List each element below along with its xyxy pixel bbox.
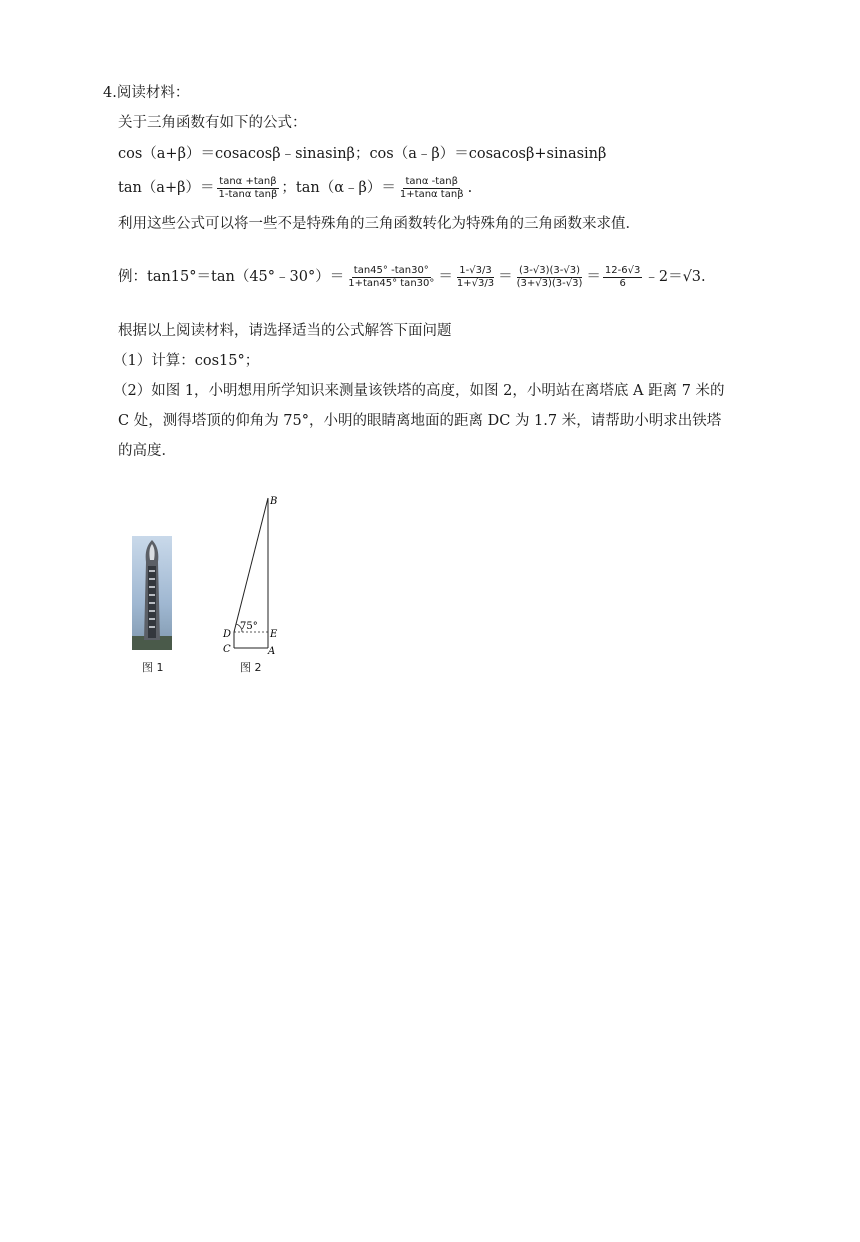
tan-diff-fraction [398, 176, 466, 201]
tan-sum-denominator: 1-tanα tanβ [218, 188, 278, 200]
tan-separator: ；tan（α﹣β）＝ [281, 180, 396, 196]
example-eq-2: ＝ [498, 269, 513, 285]
question-1: （1）计算：cos15°； [113, 353, 260, 369]
example-fraction-4-numerator: 12-6√3 [604, 264, 641, 276]
example-fraction-3-numerator: (3-√3)(3-√3) [519, 264, 581, 276]
example-line [118, 252, 706, 302]
tan-end: . [467, 180, 473, 196]
tan-formula [118, 173, 472, 203]
example-fraction-1-numerator: tan45° -tan30° [353, 264, 429, 276]
intro-text: 关于三角函数有如下的公式： [118, 115, 307, 131]
example-tail: ﹣2＝√3. [644, 269, 706, 285]
example-fraction-3-denominator: (3+√3)(3-√3) [516, 277, 583, 289]
question-2-line-1: （2）如图 1，小明想用所学知识来测量该铁塔的高度，如图 2，小明站在离塔底 A 距离 7 米的 [113, 383, 725, 399]
question-2-line-2: C 处，测得塔顶的仰角为 75°，小明的眼睛离地面的距离 DC 为 1.7 米，请帮助小明求出铁塔 [118, 413, 722, 429]
example-fraction-2 [455, 265, 496, 290]
problem-heading: 4.阅读材料： [103, 85, 190, 101]
point-d-label: D [223, 629, 232, 640]
example-fraction-1-denominator: 1+tan45° tan30° [348, 277, 435, 289]
example-eq-1: ＝ [438, 269, 453, 285]
example-fraction-3 [515, 265, 585, 290]
figure-1-caption: 图 1 [142, 661, 164, 674]
tower-photo [132, 536, 172, 650]
tan-diff-numerator: tanα -tanβ [405, 175, 459, 187]
tan-sum-lhs: tan（a+β）＝ [118, 180, 215, 196]
point-b-label: B [270, 496, 278, 507]
question-2-line-3: 的高度． [118, 443, 176, 459]
point-c-label: C [223, 644, 231, 655]
example-fraction-2-denominator: 1+√3/3 [456, 277, 495, 289]
point-a-label: A [268, 646, 276, 657]
example-fraction-4 [603, 265, 642, 290]
tan-sum-fraction [217, 176, 280, 201]
angle-label: 75° [240, 621, 258, 632]
example-fraction-2-numerator: 1-√3/3 [459, 264, 492, 276]
example-fraction-1 [346, 265, 436, 290]
example-eq-3: ＝ [586, 269, 601, 285]
cos-formula: cos（a+β）＝cosacosβ﹣sinasinβ；cos（a﹣β）＝cosacosβ+sinasinβ [118, 146, 607, 162]
segment-db [234, 498, 268, 632]
instruction-text: 根据以上阅读材料，请选择适当的公式解答下面问题 [118, 323, 452, 339]
example-lhs: 例：tan15°＝tan（45°﹣30°）＝ [118, 269, 345, 285]
example-fraction-4-denominator: 6 [619, 277, 626, 289]
figure-2-caption: 图 2 [240, 661, 262, 674]
point-e-label: E [270, 629, 278, 640]
usage-text: 利用这些公式可以将一些不是特殊角的三角函数转化为特殊角的三角函数来求值． [118, 216, 640, 232]
tan-sum-numerator: tanα +tanβ [219, 175, 277, 187]
geometry-diagram [218, 490, 288, 660]
tan-diff-denominator: 1+tanα tanβ [399, 188, 464, 200]
